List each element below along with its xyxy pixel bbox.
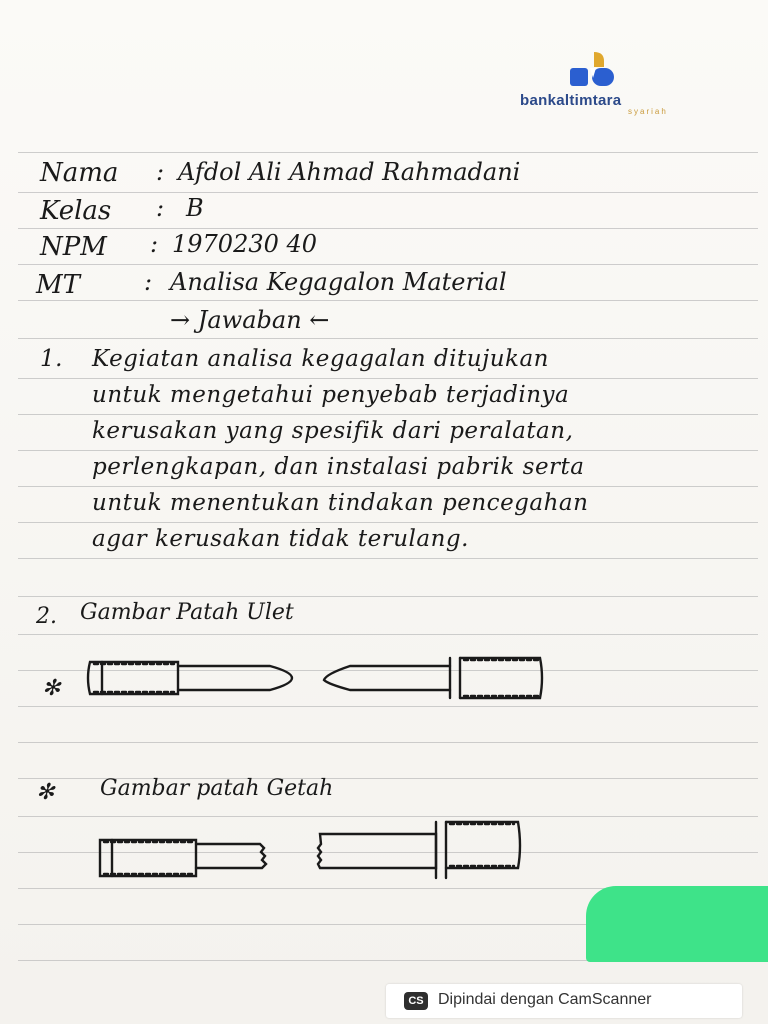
q2-number: 2.	[36, 604, 57, 629]
ruled-line	[18, 486, 758, 487]
ductile-fracture-drawing	[80, 650, 550, 706]
ruled-line	[18, 742, 758, 743]
ruled-line	[18, 596, 758, 597]
mt-label: MT	[36, 270, 80, 300]
q2-title: Gambar Patah Ulet	[80, 600, 294, 625]
q2-star: ✻	[42, 676, 61, 701]
npm-colon: :	[150, 230, 159, 258]
q1-line: untuk menentukan tindakan pencegahan	[92, 490, 589, 516]
nama-value: Afdol Ali Ahmad Rahmadani	[178, 158, 521, 186]
ruled-line	[18, 152, 758, 153]
ruled-line	[18, 706, 758, 707]
camscanner-text: Dipindai dengan CamScanner	[438, 991, 652, 1008]
ruled-line	[18, 378, 758, 379]
mt-colon: :	[144, 268, 153, 296]
q1-line: perlengkapan, dan instalasi pabrik serta	[92, 454, 585, 480]
q3-star: ✻	[36, 780, 55, 805]
kelas-colon: :	[156, 194, 165, 222]
bank-logo-icon	[564, 50, 624, 94]
mt-value: Analisa Kegagalon Material	[170, 268, 507, 296]
ruled-line	[18, 634, 758, 635]
ruled-line	[18, 264, 758, 265]
ruled-line	[18, 558, 758, 559]
ruled-line	[18, 300, 758, 301]
nama-label: Nama	[40, 158, 119, 188]
ruled-line	[18, 228, 758, 229]
bank-logo	[520, 50, 690, 120]
green-sticky-tab	[586, 886, 768, 962]
nama-colon: :	[156, 158, 165, 186]
brittle-fracture-drawing	[90, 814, 530, 880]
q1-line: untuk mengetahui penyebab terjadinya	[92, 382, 570, 408]
ruled-line	[18, 522, 758, 523]
ruled-line	[18, 192, 758, 193]
ruled-line	[18, 414, 758, 415]
answer-heading: → Jawaban ←	[170, 306, 330, 334]
q1-line: agar kerusakan tidak terulang.	[92, 526, 469, 552]
q3-title: Gambar patah Getah	[100, 776, 334, 801]
q1-number: 1.	[40, 346, 63, 372]
bank-name: bankaltimtara	[520, 92, 622, 109]
npm-value: 1970230 40	[172, 230, 318, 258]
q1-line: kerusakan yang spesifik dari peralatan,	[92, 418, 574, 444]
ruled-line	[18, 338, 758, 339]
ruled-line	[18, 450, 758, 451]
kelas-label: Kelas	[40, 196, 112, 226]
q1-line: Kegiatan analisa kegagalan ditujukan	[92, 346, 549, 372]
npm-label: NPM	[40, 232, 107, 262]
kelas-value: B	[186, 194, 204, 222]
bank-subtitle: syariah	[628, 107, 668, 116]
camscanner-watermark	[386, 984, 742, 1018]
camscanner-logo-icon: CS	[404, 992, 428, 1010]
